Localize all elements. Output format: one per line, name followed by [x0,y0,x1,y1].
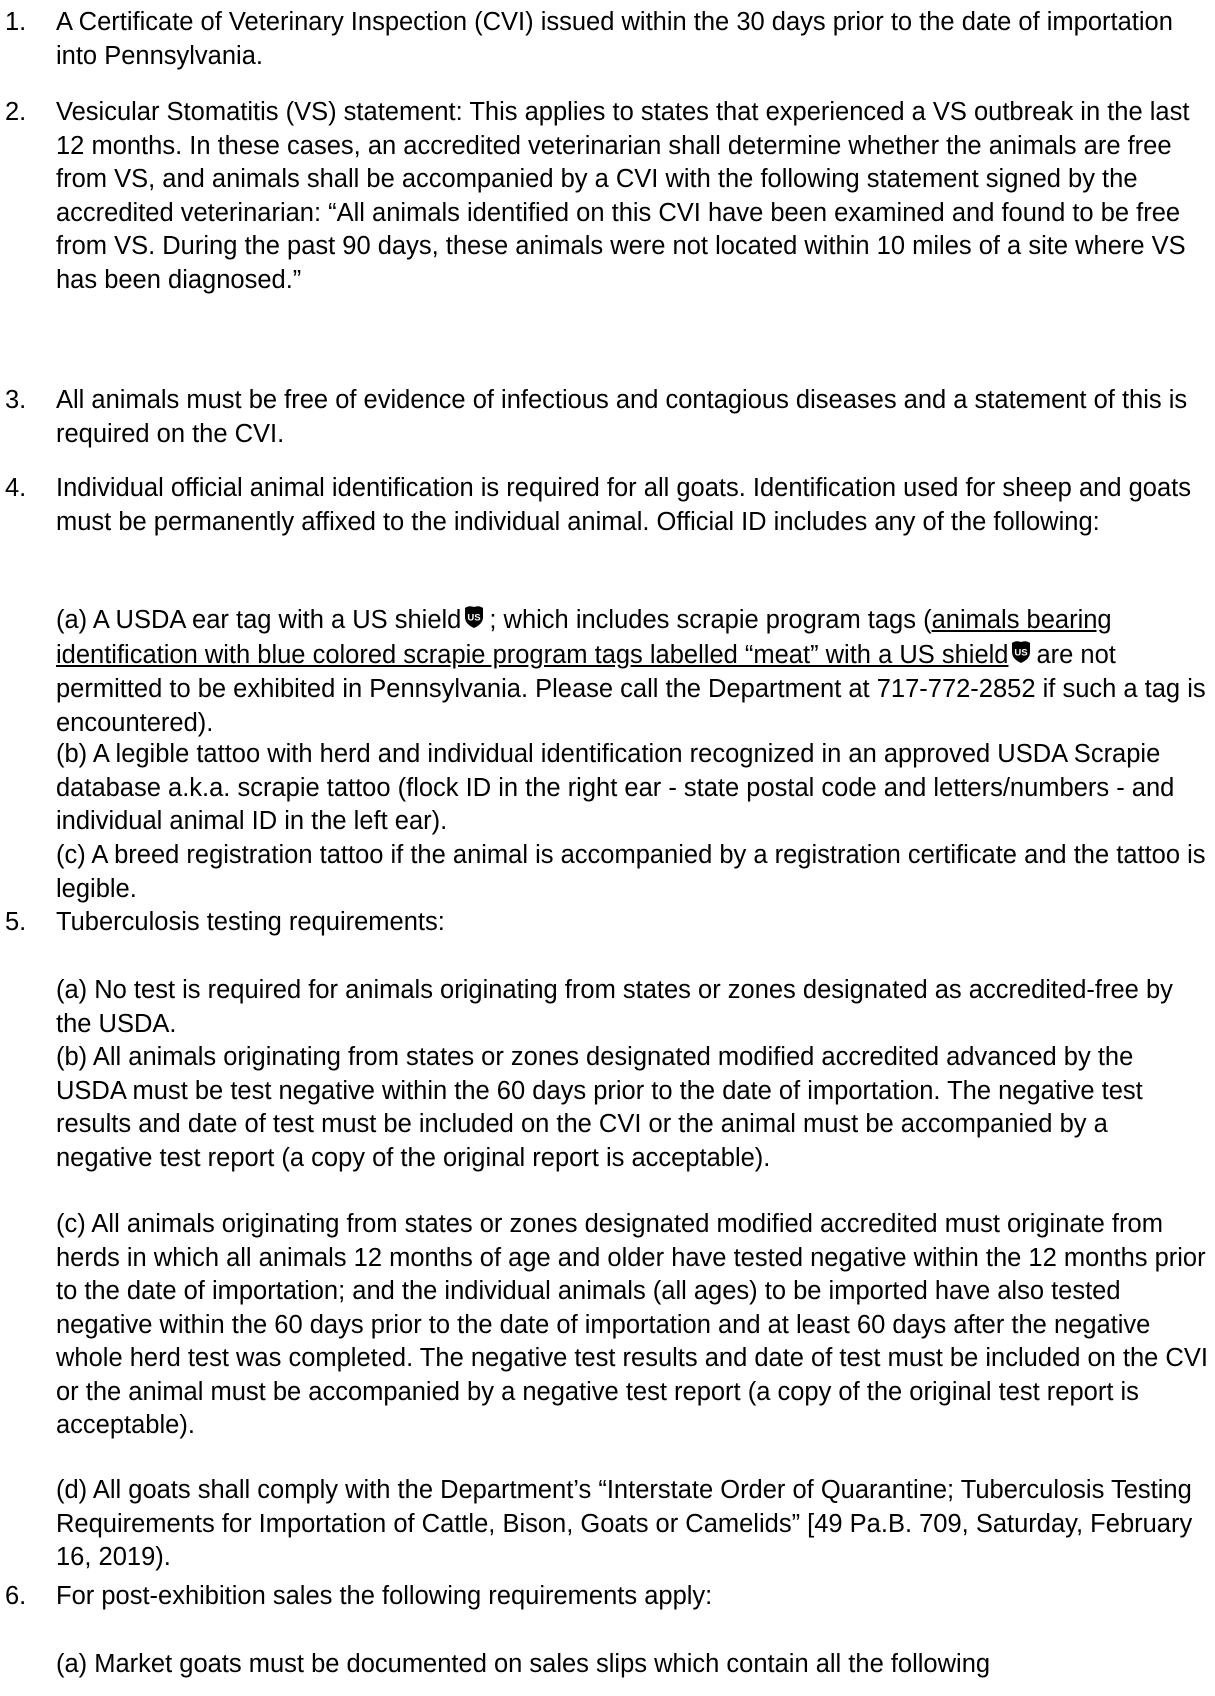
item-text: Individual official animal identification is required for all goats. Identification used for sheep and goats must be permanently affixed to the individual animal. Official ID includes any of the following: [56,474,1191,536]
item-number: 4. [5,474,27,502]
us-shield-icon [463,605,485,639]
svg-text:US: US [1014,647,1029,658]
item-number: 5. [5,908,27,936]
item-number: 6. [5,1582,27,1610]
sub-item-b: (b) A legible tattoo with herd and individual identification recognized in an approved USDA Scrapie database a.k.a. scrapie tattoo (flock ID in the right ear - state postal code and letters/numbers - and individual animal ID in the left ear). [56,740,1175,835]
item-number: 1. [5,8,27,36]
item-text: A Certificate of Veterinary Inspection (CVI) issued within the 30 days prior to the date of importation into Pennsylvania. [56,8,1173,70]
sub-item-a: (a) No test is required for animals originating from states or zones designated as accredited-free by the USDA. [56,976,1173,1038]
item-text: Tuberculosis testing requirements: [56,908,445,936]
item-text: Vesicular Stomatitis (VS) statement: This applies to states that experienced a VS outbreak in the last 12 months. In these cases, an accredited veterinarian shall determine whether the animals are free from VS, and animals shall be accompanied by a CVI with the following statement signed by the accredited veterinarian: “All animals identified on this CVI have been examined and found to be free from VS. During the past 90 days, these animals were not located within 10 miles of a site where VS has been diagnosed.” [56,98,1190,294]
us-shield-icon [1010,640,1032,674]
item-text: All animals must be free of evidence of infectious and contagious diseases and a statement of this is required on the CVI. [56,386,1188,448]
underlined-notice: animals bearing identification with blue colored scrapie program tags labelled “meat” with a US shield [56,606,1112,669]
sub-item-c: (c) All animals originating from states or zones designated modified accredited must originate from herds in which all animals 12 months of age and older have tested negative within the 12 months prior to the date of importation; and the individual animals (all ages) to be imported have also tested negative within the 60 days prior to the date of importation and at least 60 days after the negative whole herd test was completed. The negative test results and date of test must be included on the CVI or the animal must be accompanied by a negative test report (a copy of the original test report is acceptable). [56,1210,1208,1439]
svg-text:US: US [467,612,481,624]
item-text: For post-exhibition sales the following requirements apply: [56,1582,713,1610]
item-number: 2. [5,98,27,126]
sub-item-b: (b) All animals originating from states or zones designated modified accredited advanced by the USDA must be test negative within the 60 days prior to the date of importation. The negative test results and date of test must be included on the CVI or the animal must be accompanied by a negative test report (a copy of the original report is acceptable). [56,1043,1143,1172]
sub-item-d: (d) All goats shall comply with the Department’s “Interstate Order of Quarantine; Tuberculosis Testing Requirements for Importation of Cattle, Bison, Goats or Camelids” [49 Pa.B. 709, Saturday, February 16, 2019). [56,1476,1193,1571]
sub-item-c: (c) A breed registration tattoo if the animal is accompanied by a registration certificate and the tattoo is legible. [56,841,1206,903]
item-number: 3. [5,386,27,414]
sub-item-a: (a) Market goats must be documented on sales slips which contain all the following [56,1650,991,1678]
sub-item-a: (a) A USDA ear tag with a US shield US ; which includes scrapie program tags (animals bearing identification with blue colored scrapie program tags labelled “meat” with a US shield US are not permitted to be exhibited in Pennsylvania. Please call the Department at 717-772-2852 if such a tag is encountered). [56,606,1206,737]
